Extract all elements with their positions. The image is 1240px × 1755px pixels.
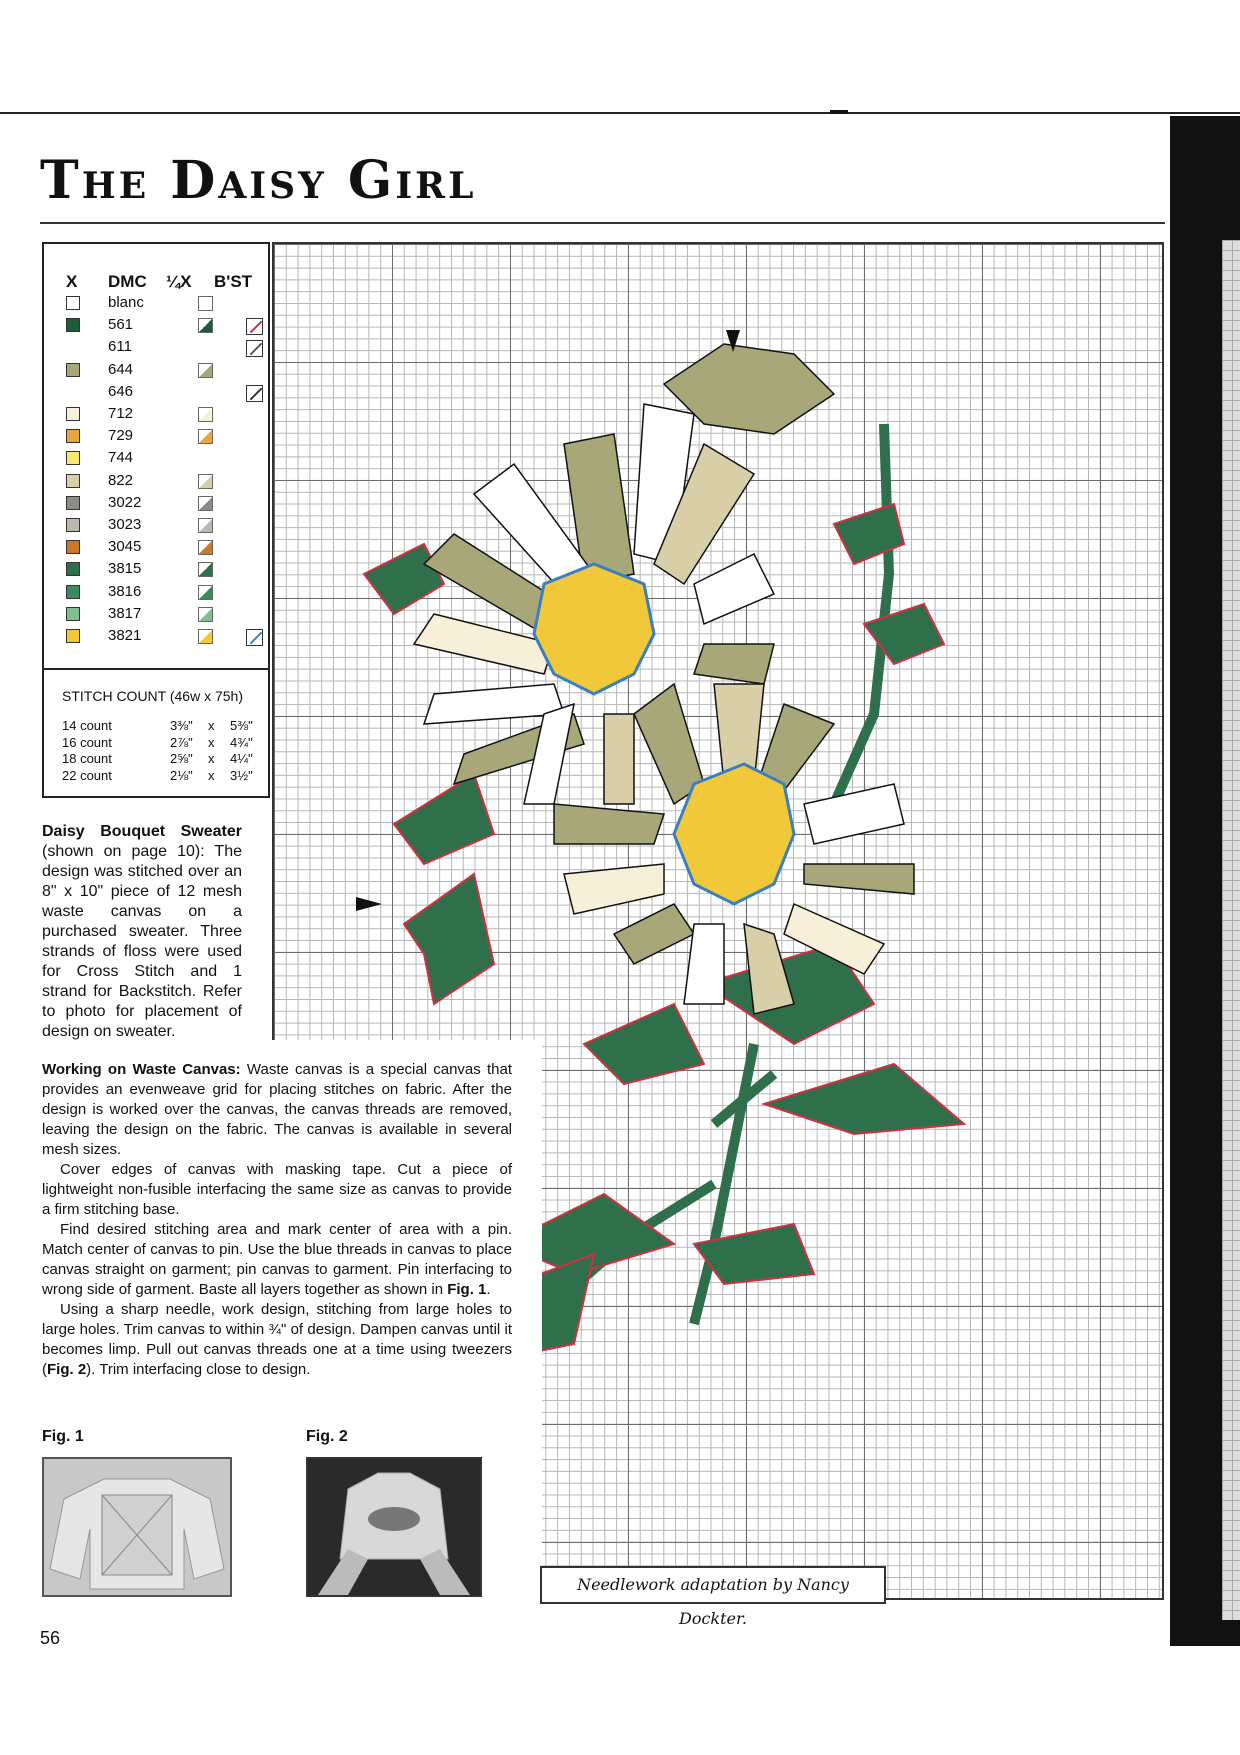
key-row: [66, 316, 266, 338]
title-rule: [40, 222, 1165, 224]
tweezers-image: [308, 1459, 480, 1595]
dmc-number: 646: [108, 382, 134, 400]
stitch-count-h: 3½": [230, 767, 253, 783]
symbol-swatch-icon: [66, 474, 80, 488]
symbol-swatch-icon: [66, 629, 80, 643]
symbol-swatch-icon: [66, 496, 80, 510]
dmc-number: 3821: [108, 627, 142, 644]
dmc-number: 3817: [108, 604, 142, 622]
sweater-text: (shown on page 10): The design was stitched over an 8" x 10" piece of 12 mesh waste canvas on a purchased sweater. Three strands of floss were used for Cross Stitch and 1 strand for Backstitch. Refer to photo for placement of design on sweater.: [42, 843, 242, 1040]
key-row: [66, 605, 266, 627]
center-arrow-down-icon: [726, 330, 740, 352]
backstitch-swatch-icon: [246, 385, 263, 402]
waste-canvas-heading: Working on Waste Canvas:: [42, 1061, 241, 1078]
top-rule: [0, 112, 1240, 114]
stitch-count-x: x: [208, 767, 215, 783]
dmc-number: 712: [108, 405, 134, 422]
stitch-count-w: 2⅛": [170, 767, 193, 783]
text-area-backdrop-side: [268, 800, 272, 1040]
waste-canvas-p2: Cover edges of canvas with masking tape. Cut a piece of lightweight non-fusible interfacing the same size as canvas to provide a firm stitching base.: [42, 1161, 512, 1218]
stitch-count-count: 22 count: [62, 767, 112, 783]
fig2-photo: [306, 1457, 482, 1597]
quarter-stitch-swatch-icon: [198, 607, 213, 622]
quarter-stitch-swatch-icon: [198, 540, 213, 555]
color-key: [42, 242, 270, 670]
key-row: [66, 627, 266, 649]
stitch-count-w: 2⅞": [170, 734, 193, 750]
key-header-quarter: ¼X: [166, 272, 192, 291]
key-row: [66, 538, 266, 560]
key-row: [66, 338, 266, 360]
stitch-count-box: [42, 670, 270, 798]
key-row: [66, 516, 266, 538]
dmc-number: 3022: [108, 493, 142, 511]
waste-canvas-p3-end: .: [486, 1281, 491, 1298]
sweater-instructions: [42, 822, 242, 1042]
symbol-swatch-icon: [66, 429, 80, 443]
quarter-stitch-swatch-icon: [198, 429, 213, 444]
symbol-swatch-icon: [66, 407, 80, 421]
sweater-canvas-image: [44, 1459, 230, 1595]
key-row: [66, 361, 266, 383]
key-row: [66, 494, 266, 516]
key-row: [66, 294, 266, 316]
symbol-swatch-icon: [66, 518, 80, 532]
quarter-stitch-swatch-icon: [198, 474, 213, 489]
symbol-swatch-icon: [66, 607, 80, 621]
top-rule-mark: [830, 110, 848, 114]
daisy-upper-center: [534, 564, 654, 694]
stitch-count-h: 4¾": [230, 734, 253, 750]
stitch-count-x: x: [208, 734, 215, 750]
stitch-count-count: 18 count: [62, 751, 112, 766]
dmc-number: 729: [108, 427, 134, 445]
backstitch-swatch-icon: [246, 340, 263, 357]
symbol-swatch-icon: [66, 562, 80, 576]
stitch-count-h: 5⅜": [230, 718, 253, 733]
fig2-label: Fig. 2: [306, 1428, 348, 1445]
page-title: The Daisy Girl: [40, 150, 477, 211]
dmc-number: 3023: [108, 516, 142, 533]
waste-canvas-p3: Find desired stitching area and mark center of area with a pin. Match center of canvas to pin. Use the blue threads in canvas to place canvas straight on garment; pin canvas to garment. Pin interfacing to wrong side of garment. Baste all layers together as shown in: [42, 1221, 512, 1298]
fig1-label: Fig. 1: [42, 1428, 84, 1445]
quarter-stitch-swatch-icon: [198, 629, 213, 644]
key-header-bst: B'ST: [214, 272, 253, 291]
dmc-number: 3815: [108, 560, 142, 578]
dmc-number: 611: [108, 338, 132, 356]
stitch-count-w: 3⅜": [170, 718, 193, 733]
daisy-lower-center: [674, 764, 794, 904]
stitch-count-title: STITCH COUNT (46w x 75h): [62, 688, 243, 704]
symbol-swatch-icon: [66, 451, 80, 465]
key-row: [66, 560, 266, 582]
backstitch-swatch-icon: [246, 318, 263, 335]
dmc-number: 644: [108, 360, 134, 378]
dmc-number: 561: [108, 316, 134, 334]
sweater-heading: Daisy Bouquet Sweater: [42, 823, 242, 840]
quarter-stitch-swatch-icon: [198, 296, 213, 311]
quarter-stitch-swatch-icon: [198, 363, 213, 378]
key-row: [66, 583, 266, 605]
dmc-number: blanc: [108, 294, 144, 311]
symbol-swatch-icon: [66, 296, 80, 310]
symbol-swatch-icon: [66, 585, 80, 599]
fig1-ref: Fig. 1: [447, 1281, 487, 1298]
stitch-count-w: 2⅝": [170, 751, 193, 766]
waste-canvas-instructions: [42, 1060, 512, 1380]
key-row: [66, 405, 266, 427]
facing-page-grid: [1222, 240, 1240, 1620]
key-row: [66, 449, 266, 471]
quarter-stitch-swatch-icon: [198, 562, 213, 577]
stitch-count-count: 16 count: [62, 734, 112, 750]
symbol-swatch-icon: [66, 318, 80, 332]
page-number: 56: [40, 1628, 61, 1648]
quarter-stitch-swatch-icon: [198, 407, 213, 422]
key-row: [66, 472, 266, 494]
key-header-x: X: [66, 272, 78, 291]
fig1-photo: [42, 1457, 232, 1597]
symbol-swatch-icon: [66, 540, 80, 554]
backstitch-swatch-icon: [246, 629, 263, 646]
fig2-ref: Fig. 2: [47, 1361, 87, 1378]
credit-line: Needlework adaptation by Nancy Dockter.: [540, 1566, 886, 1604]
stitch-count-x: x: [208, 751, 215, 766]
quarter-stitch-swatch-icon: [198, 496, 213, 511]
dmc-number: 3045: [108, 538, 142, 556]
key-row: [66, 383, 266, 405]
center-arrow-right-icon: [356, 897, 382, 911]
key-row: [66, 427, 266, 449]
dmc-number: 822: [108, 471, 134, 489]
stitch-count-x: x: [208, 718, 215, 733]
waste-canvas-p1: Waste canvas is a special canvas that provides an evenweave grid for placing stitches on fabric. After the design is worked over the canvas, the canvas threads are removed, leaving the design on the fabric. The canvas is available in several mesh sizes.: [42, 1061, 512, 1158]
waste-canvas-p4-end: ). Trim interfacing close to design.: [86, 1361, 311, 1378]
waste-canvas-p4: Using a sharp needle, work design, stitching from large holes to large holes. Trim canvas to within ¾" of design. Dampen canvas until it becomes limp. Pull out canvas threads one at a time using tweezers (: [42, 1301, 512, 1378]
stitch-count-count: 14 count: [62, 718, 112, 733]
key-header-dmc: DMC: [108, 272, 147, 291]
quarter-stitch-swatch-icon: [198, 318, 213, 333]
symbol-swatch-icon: [66, 363, 80, 377]
dmc-number: 744: [108, 449, 134, 467]
quarter-stitch-swatch-icon: [198, 585, 213, 600]
dmc-number: 3816: [108, 582, 142, 600]
stitch-count-h: 4¼": [230, 751, 253, 766]
quarter-stitch-swatch-icon: [198, 518, 213, 533]
